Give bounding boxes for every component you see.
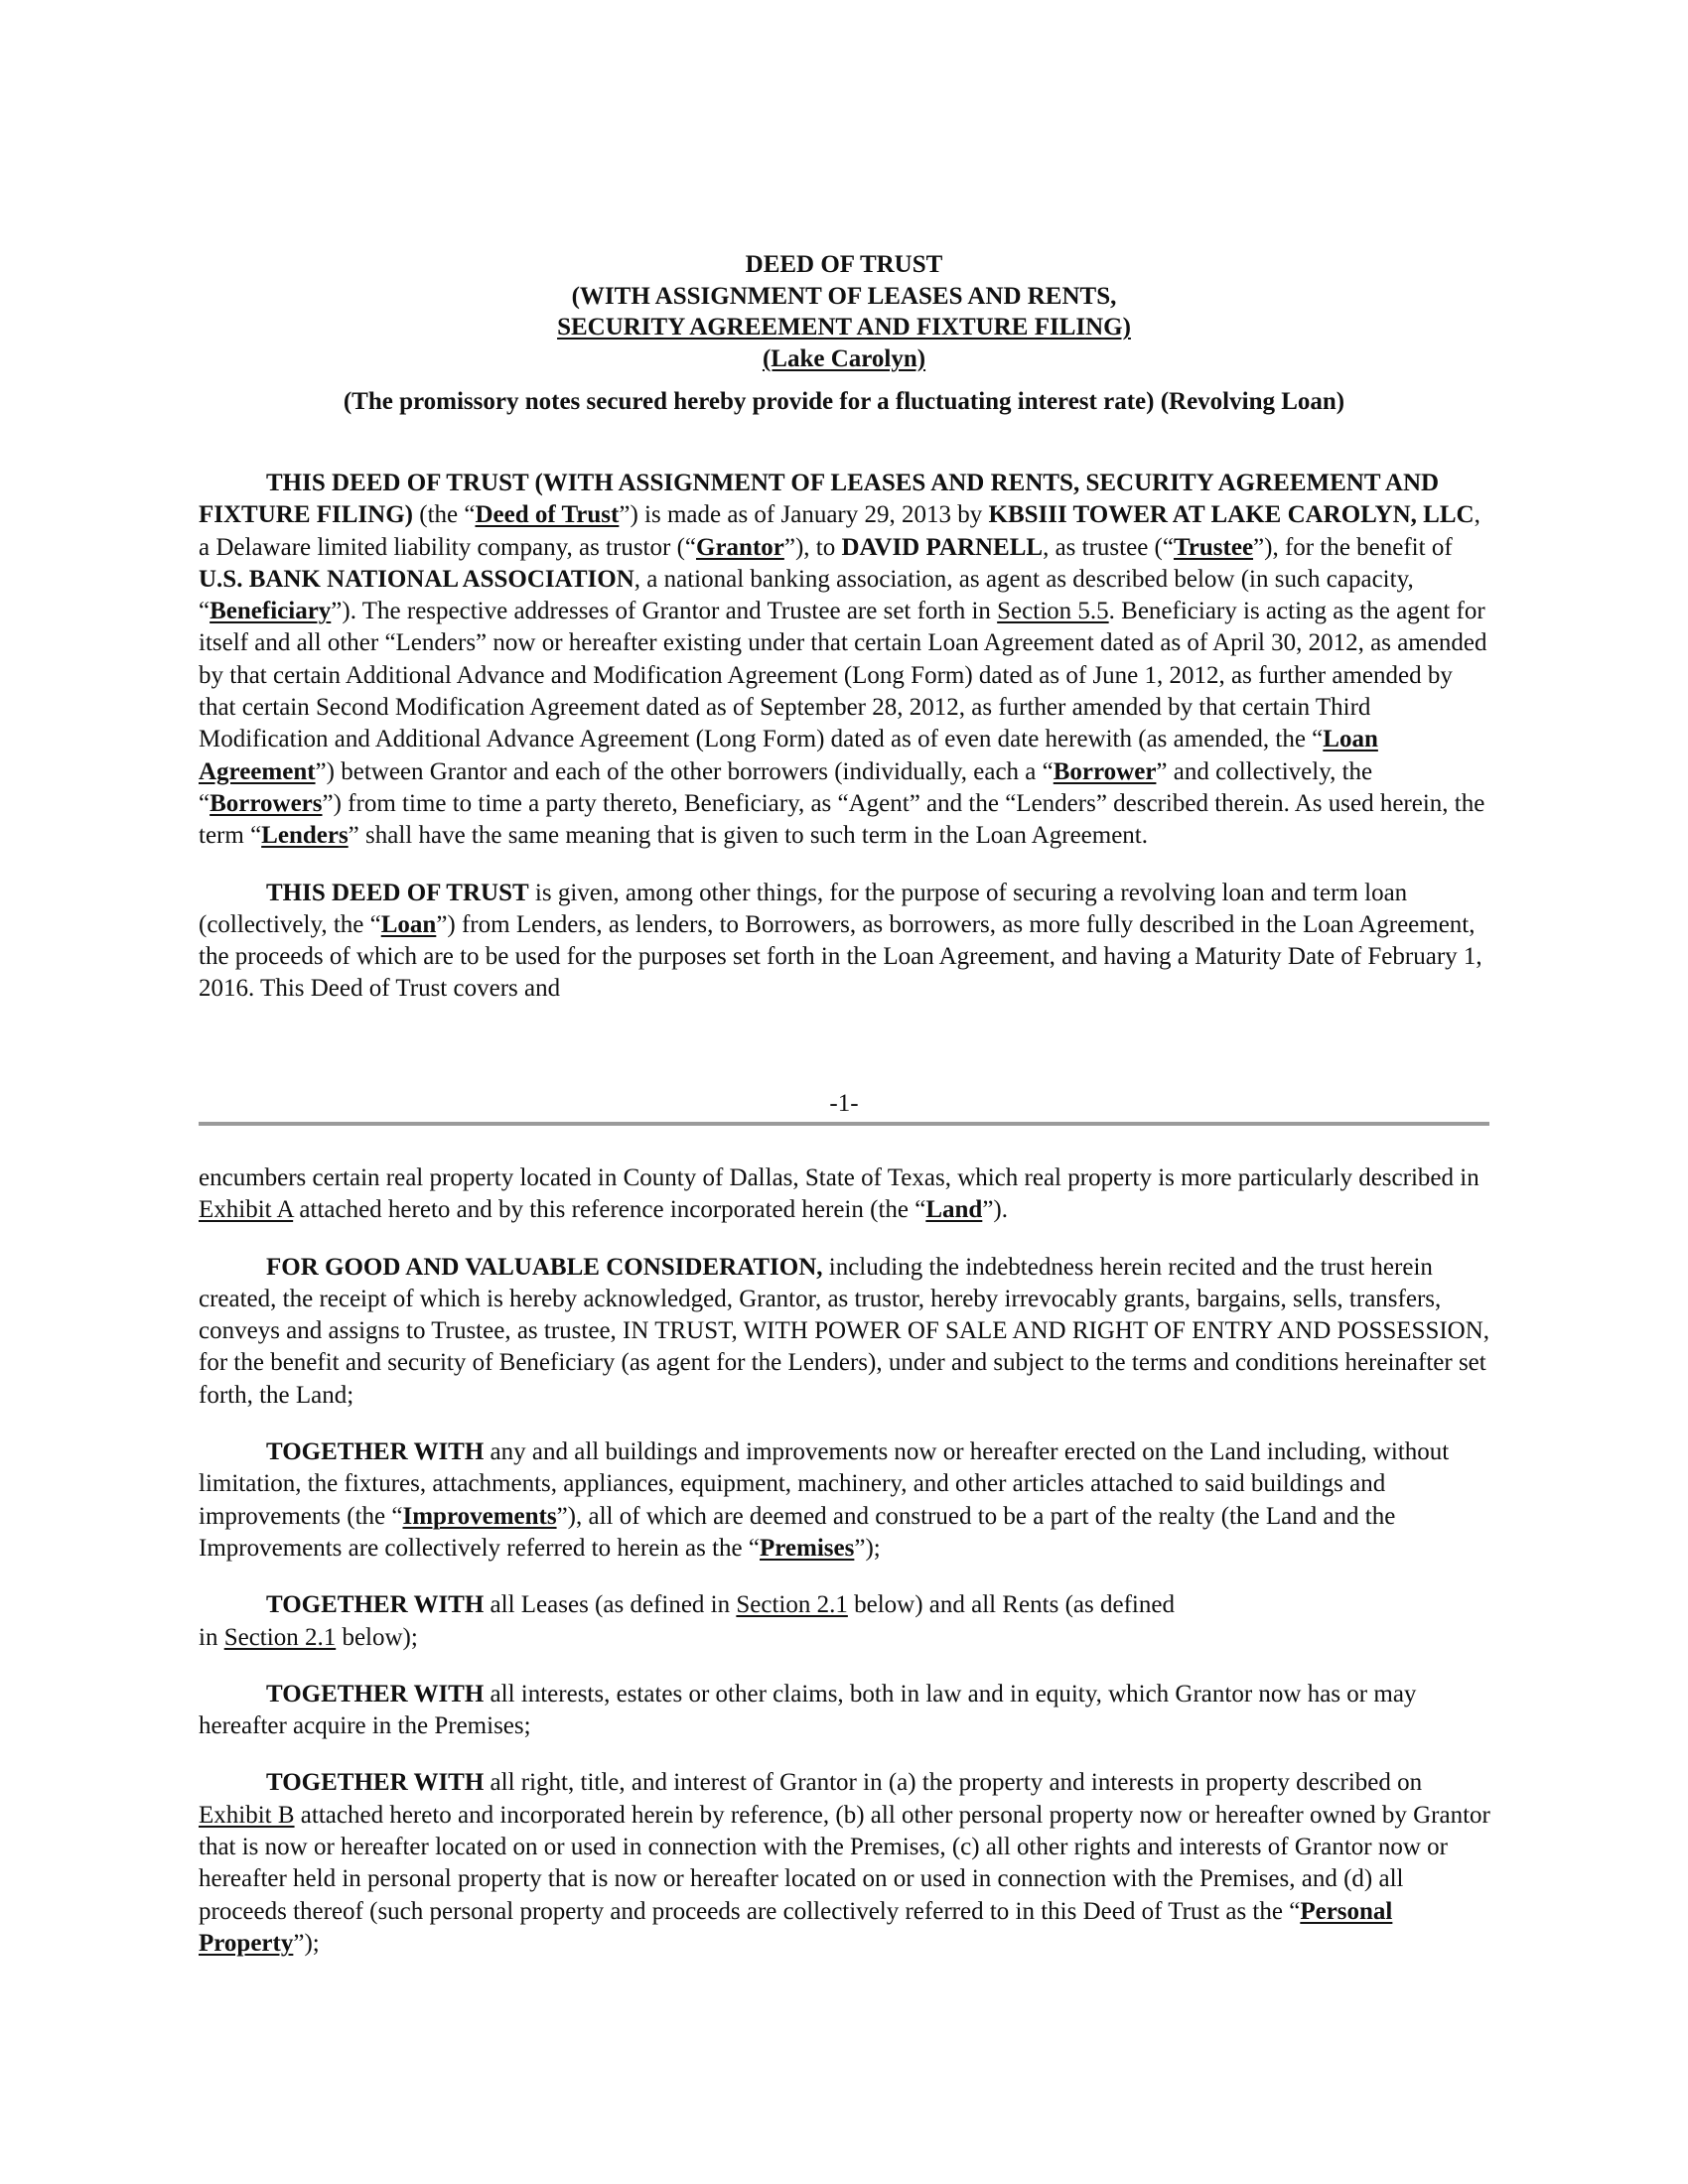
party-name-grantor: KBSIII TOWER AT LAKE CAROLYN, LLC [988,501,1475,529]
text-run: ”). The respective addresses of Grantor and Trustee are set forth in [331,598,998,625]
defined-term-trustee: Trustee [1173,533,1254,561]
defined-term-grantor: Grantor [696,533,784,561]
text-run: ”); [293,1929,320,1957]
page-separator [199,1122,1489,1126]
text-run: in [199,1623,224,1651]
bold-heading-text: TOGETHER WITH [266,1769,485,1797]
section-reference-2-1[interactable]: Section 2.1 [223,1623,337,1651]
defined-term-borrower: Borrower [1053,757,1157,785]
paragraph-together-with-interests [199,1679,1491,1743]
defined-term-personal-property: Personal Property [199,1897,1393,1957]
text-run: , as trustee (“ [1043,533,1174,561]
text-run: ”) between Grantor and each of the other borrowers (individually, each a “ [315,757,1054,785]
text-run: ”) from time to time a party thereto, Beneficiary, as “Agent” and the “Lenders” described therein. As used herein, the term “ [199,789,1485,850]
text-run: ”), to [783,533,842,561]
bold-heading-text: THIS DEED OF TRUST (WITH ASSIGNMENT OF LEASES AND RENTS, SECURITY AGREEMENT AND FIXTURE FILING) [199,470,1440,529]
text-run: attached hereto and incorporated herein by reference, (b) all other personal property now or hereafter owned by Grantor that is now or hereafter located on or used in connection with the Premises, (c) all other rights and interests of Grantor now or hereafter held in personal property that is now or hereafter located on or used in connection with the Premises, and (d) all proceeds thereof (such personal property and proceeds are collectively referred to in this Deed of Trust as the “ [199,1801,1490,1925]
text-run: (the “ [413,501,476,529]
bold-heading-text: FOR GOOD AND VALUABLE CONSIDERATION, [266,1253,823,1281]
defined-term-deed-of-trust: Deed of Trust [475,501,620,529]
paragraph-recitals [199,468,1491,853]
exhibit-b-reference[interactable]: Exhibit B [199,1801,295,1829]
paragraph-purpose [199,878,1491,1006]
text-run: , a national banking association, as agent as described below (in such capacity, “ [199,565,1414,625]
text-run: ”) is made as of January 29, 2013 by [619,501,989,529]
defined-term-loan: Loan [380,910,437,938]
paragraph-consideration [199,1252,1491,1412]
defined-term-borrowers: Borrowers [210,789,323,817]
defined-term-premises: Premises [760,1534,855,1562]
document-subtitle: (The promissory notes secured hereby provide for a fluctuating interest rate) (Revolving Loan) [343,388,1345,415]
paragraph-together-with-leases [199,1589,1491,1654]
text-run: is given, among other things, for the purpose of securing a revolving loan and term loan (collectively, the “ [199,879,1408,938]
bold-heading-text: THIS DEED OF TRUST [266,879,529,906]
text-run: ”); [854,1534,881,1562]
paragraph-together-with-personal-property [199,1767,1491,1960]
text-run: ”), all of which are deemed and construed to be a part of the realty (the Land and the Improvements are collectively referred to herein as the “ [199,1502,1396,1562]
party-name-trustee: DAVID PARNELL [841,533,1044,561]
defined-term-improvements: Improvements [402,1502,557,1530]
paragraph-together-with-improvements [199,1436,1491,1565]
defined-term-lenders: Lenders [261,822,349,850]
defined-term-land: Land [925,1196,983,1224]
text-run: ”) from Lenders, as lenders, to Borrowers, as borrowers, as more fully described in the Loan Agreement, the proceeds of which are to be used for the purposes set forth in the Loan Agreement, and having a Maturity Date of February 1, 2016. This Deed of Trust covers and [199,910,1482,1003]
text-run: below) and all Rents (as defined [847,1591,1175,1619]
document-title-block [199,249,1489,374]
bold-heading-text: TOGETHER WITH [266,1680,485,1707]
text-run: encumbers certain real property located in County of Dallas, State of Texas, which real property is more particularly described in [199,1164,1479,1191]
text-run: attached hereto and by this reference incorporated herein (the “ [293,1196,926,1224]
defined-term-loan-agreement: Loan Agreement [199,726,1378,785]
section-reference-2-1[interactable]: Section 2.1 [736,1591,848,1619]
bold-heading-text: TOGETHER WITH [266,1591,485,1619]
defined-term-beneficiary: Beneficiary [210,598,332,625]
text-run: any and all buildings and improvements now or hereafter erected on the Land including, without limitation, the fixtures, attachments, appliances, equipment, machinery, and other articles attached to said buildings and improvements (the “ [199,1438,1450,1530]
text-run: all interests, estates or other claims, both in law and in equity, which Grantor now has or may hereafter acquire in the Premises; [199,1680,1417,1740]
text-run: all right, title, and interest of Grantor in (a) the property and interests in property described on [484,1769,1423,1797]
page-1-body [199,468,1491,1030]
text-run: ” and collectively, the “ [199,757,1373,817]
text-run: below); [336,1623,418,1651]
bold-heading-text: TOGETHER WITH [266,1438,485,1466]
exhibit-a-reference[interactable]: Exhibit A [199,1196,294,1224]
section-reference-5-5[interactable]: Section 5.5 [997,598,1109,625]
title-line-deed-of-trust: DEED OF TRUST [745,251,943,278]
paragraph-continuation [199,1162,1491,1227]
text-run: including the indebtedness herein recited and the trust herein created, the receipt of which is hereby acknowledged, Grantor, as trustor, hereby irrevocably grants, bargains, sells, transfers, conveys and assigns to Trustee, as trustee, IN TRUST, WITH POWER OF SALE AND RIGHT OF ENTRY AND POSSESSION, for the benefit and security of Beneficiary (as agent for the Lenders), under and subject to the terms and conditions hereinafter set forth, the Land; [199,1253,1490,1409]
text-run: ” shall have the same meaning that is given to such term in the Loan Agreement. [348,822,1148,850]
text-run: . Beneficiary is acting as the agent for itself and all other “Lenders” now or hereafter existing under that certain Loan Agreement dated as of April 30, 2012, as amended by that certain Additional Advance and Modification Agreement (Long Form) dated as of June 1, 2012, as further amended by that certain Second Modification Agreement dated as of September 28, 2012, as further amended by that certain Third Modification and Additional Advance Agreement (Long Form) dated as of even date herewith (as amended, the “ [199,598,1487,753]
party-name-beneficiary: U.S. BANK NATIONAL ASSOCIATION [199,565,634,593]
text-run: all Leases (as defined in [484,1591,737,1619]
title-line-property-name: (Lake Carolyn) [762,344,926,372]
text-run: ”). [982,1196,1008,1224]
title-line-assignment: (WITH ASSIGNMENT OF LEASES AND RENTS, [571,282,1117,310]
page-2-body [199,1162,1491,1984]
text-run: , a Delaware limited liability company, as trustor (“ [199,501,1480,561]
text-run: ”), for the benefit of [1253,533,1453,561]
title-line-security-agreement: SECURITY AGREEMENT AND FIXTURE FILING) [557,314,1131,341]
page-number: -1- [829,1090,859,1117]
